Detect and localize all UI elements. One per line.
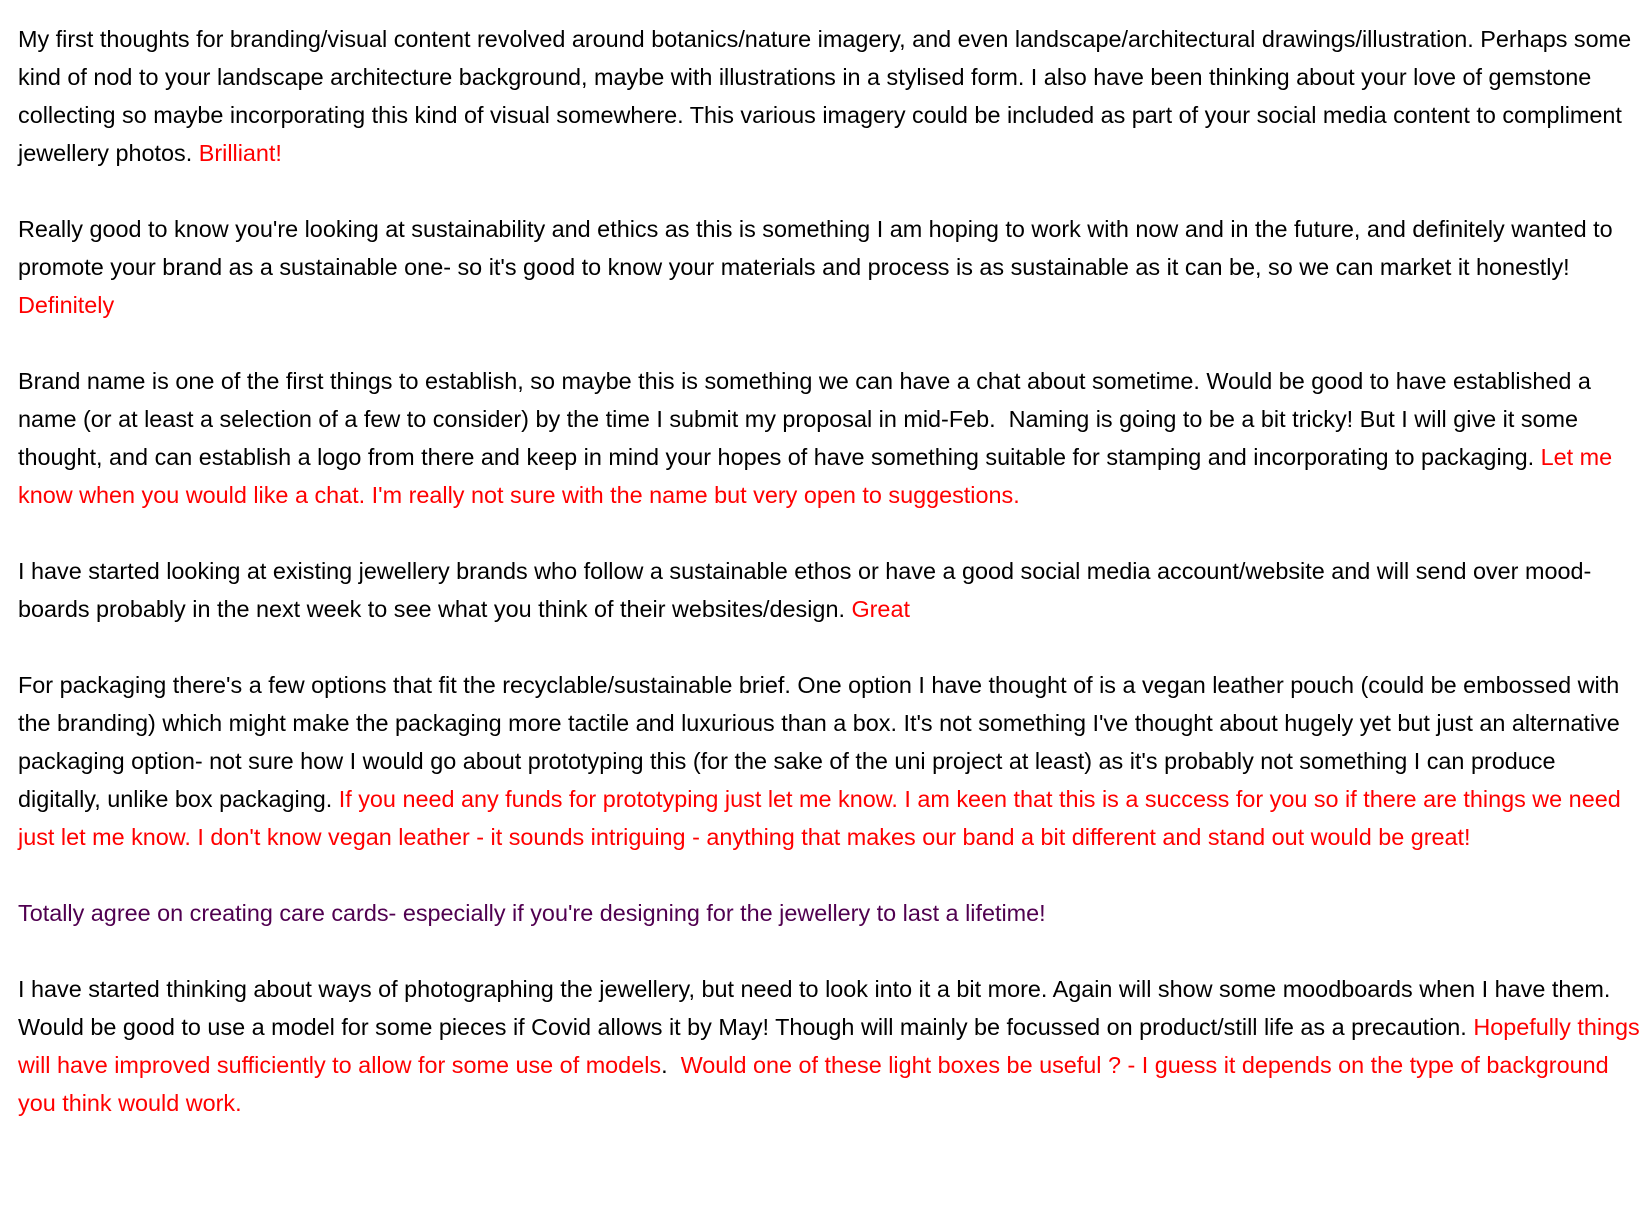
reply-comment: Brilliant! — [198, 140, 282, 166]
reply-separator: . — [661, 1052, 668, 1078]
paragraph-text: I have started thinking about ways of photographing the jewellery, but need to look into it a bit more. Again will show some moodboards when I have them. Would be good to use a model for some pieces if Covid allows it by May! Though will mainly be focussed on product/still life as a precaution. — [18, 976, 1611, 1040]
reply-comment: Let me know when you would like a chat. I'm really not sure with the name but very open to suggestions. — [18, 444, 1613, 508]
paragraph-sustainability — [18, 210, 1641, 324]
paragraph-existing-brands — [18, 552, 1641, 628]
paragraph-text: For packaging there's a few options that fit the recyclable/sustainable brief. One option I have thought of is a vegan leather pouch (could be embossed with the branding) which might make the packaging more tactile and luxurious than a box. It's not something I've thought about hugely yet but just an alternative packaging option- not sure how I would go about prototyping this (for the sake of the uni project at least) as it's probably not something I can produce digitally, unlike box packaging. — [18, 672, 1620, 812]
paragraph-branding-imagery — [18, 20, 1641, 172]
paragraph-text: Totally agree on creating care cards- especially if you're designing for the jewellery to last a lifetime! — [18, 900, 1046, 926]
paragraph-text: My first thoughts for branding/visual content revolved around botanics/nature imagery, and even landscape/architectural drawings/illustration. Perhaps some kind of nod to your landscape architecture background, maybe with illustrations in a stylised form. I also have been thinking about your love of gemstone collecting so maybe incorporating this kind of visual somewhere. This various imagery could be included as part of your social media content to compliment jewellery photos. — [18, 26, 1632, 166]
paragraph-photography — [18, 970, 1641, 1122]
reply-comment: Definitely — [18, 292, 115, 318]
paragraph-brand-name — [18, 362, 1641, 514]
paragraph-text: I have started looking at existing jewellery brands who follow a sustainable ethos or have a good social media account/website and will send over mood-boards probably in the next week to see what you think of their websites/design. — [18, 558, 1592, 622]
reply-comment: Great — [851, 596, 910, 622]
paragraph-text: Brand name is one of the first things to establish, so maybe this is something we can have a chat about sometime. Would be good to have established a name (or at least a selection of a few to consider) by the time I submit my proposal in mid-Feb. — [18, 368, 1591, 432]
reply-comment: Hopefully things will have improved sufficiently to allow for some use of models — [18, 1014, 1640, 1078]
paragraph-text: Really good to know you're looking at sustainability and ethics as this is something I am hoping to work with now and in the future, and definitely wanted to promote your brand as a sustainable one- so it's good to know your materials and process is as sustainable as it can be, so we can market it honestly! — [18, 216, 1613, 280]
paragraph-text-continued: Naming is going to be a bit tricky! But I will give it some thought, and can establish a logo from there and keep in mind your hopes of have something suitable for stamping and incorporating to packaging. — [18, 406, 1579, 470]
paragraph-care-cards — [18, 894, 1641, 932]
paragraph-packaging — [18, 666, 1641, 856]
reply-comment-continued: Would one of these light boxes be useful ? - I guess it depends on the type of background you think would work. — [18, 1052, 1609, 1116]
reply-comment: If you need any funds for prototyping just let me know. I am keen that this is a success for you so if there are things we need just let me know. I don't know vegan leather - it sounds intriguing - anything that makes our band a bit different and stand out would be great! — [18, 786, 1621, 850]
